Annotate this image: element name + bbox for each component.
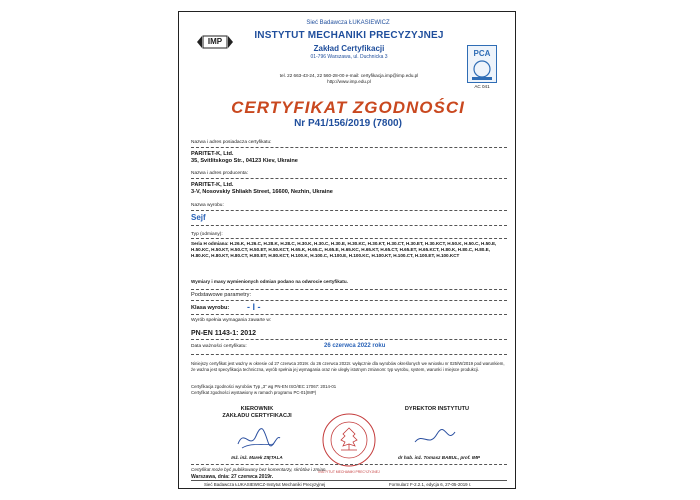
requirements-label: Wyrób spełnia wymagania zawarte w:	[191, 318, 272, 323]
types-label: Typ (odmiany):	[191, 232, 223, 237]
footer-divider	[191, 480, 507, 481]
footer-organization: Sieć Badawcza ŁUKASIEWICZ-Instytut Mechaniki Precyzyjnej	[204, 482, 326, 487]
manufacturer-label: Nazwa i adres producenta:	[191, 171, 249, 176]
publication-note: Certyfikat może być publikowany bez komentarzy, skrótów i zmian.	[191, 467, 327, 472]
divider	[191, 225, 507, 226]
divider	[191, 300, 507, 301]
left-signatory-name: Inż. inż. Marek ZIĘTALA	[231, 455, 283, 460]
left-title-line-2: ZAKŁADU CERTYFIKACJI	[222, 413, 292, 419]
manufacturer-name: PARITET-K, Ltd.	[191, 182, 234, 188]
validity-date: 26 czerwca 2022 roku	[324, 343, 386, 349]
divider	[191, 147, 507, 148]
class-value: - I -	[247, 302, 261, 312]
left-title-line-1: KIEROWNIK	[240, 406, 274, 412]
certification-program: Certyfikat zgodności wystawiony w ramach programu PC-01(IMP)	[191, 389, 317, 395]
contact-line-1: tel. 22 663-43-24, 22 560-28-00 e-mail: certyfikacja.imp@imp.edu.pl	[279, 73, 419, 78]
right-signatory-title: DYREKTOR INSTYTUTU	[404, 406, 470, 412]
pca-code: AC 041	[474, 84, 490, 89]
parameters-label: Podstawowe parametry:	[191, 292, 252, 298]
divider	[191, 289, 507, 290]
seal-text: INSTYTUT MECHANIKI PRECYZYJNEJ	[318, 470, 380, 474]
certification-type: Certyfikacja zgodności wyrobów Typ „3” wg PN-EN ISO/IEC 17067: 2014-01	[191, 384, 337, 389]
standard-value: PN-EN 1143-1: 2012	[191, 330, 256, 337]
left-signature	[234, 424, 284, 457]
pca-logo-text: PCA	[473, 49, 491, 58]
divider	[191, 178, 507, 179]
place-and-date: Warszawa, dnia: 27 czerwca 2019r.	[191, 474, 274, 480]
validity-label: Data ważności certyfikatu:	[191, 344, 247, 349]
holder-name: PARITET-K, Ltd.	[191, 151, 234, 157]
validity-statement: Niniejszy certyfikat jest ważny w okresie od 27 czerwca 2019r. do 26 czerwca 2022r. wyłącznie dla wyrobów określonych we wniosku nr 025/W/2019 pod warunkiem, że ważna jest specyfikacja techniczna, wyrób spełnia jej wymagania oraz nie uległy istotnym zmianom: typ wyrobu, system, warunki i miejsce produkcji.	[191, 361, 505, 372]
divider	[191, 210, 507, 211]
class-label: Klasa wyrobu:	[191, 305, 230, 311]
certificate-number: Nr P41/156/2019 (7800)	[294, 118, 402, 129]
left-signatory-title	[207, 406, 307, 420]
form-identifier: Formularz F-2.2.1, edycja 6, 27-05-2019 r.	[389, 482, 472, 487]
divider	[191, 339, 507, 340]
certificate-sheet	[178, 11, 516, 489]
imp-logo	[195, 34, 235, 50]
network-name: Sieć Badawcza ŁUKASIEWICZ	[306, 20, 390, 26]
holder-label: Nazwa i adres posiadacza certyfikatu:	[191, 140, 272, 145]
manufacturer-address: 3-V, Nosovskiy Shliakh Street, 16600, Nezhin, Ukraine	[191, 189, 333, 195]
product-name: Sejf	[191, 213, 206, 222]
types-note: Wymiary i masy wymienionych odmian podano na odwrocie certyfikatu.	[191, 279, 348, 284]
contact-line-2: http://www.imp.edu.pl	[327, 79, 371, 84]
types-series: Seria H odmiana: H.26.K, H.26.C, H.28.K, H.28.C, H.30.K, H.30.C, H.30.E, H.30.KC, H.30.KT, H.30.CT, H.30.ET, H.30.KCT, H.50.K, H.50.C, H.50.E, H.50.KC, H.50.KT, H.50.CT, H.50.ET, H.50.KCT, H.65.K, H.65.C, H.65.E, H.65.KC, H.65.KT, H.65.CT, H.65.ET, H.65.KCT, H.80.K, H.80.C, H.80.E, H.80.KC, H.80.KT, H.80.CT, H.80.ET, H.80.KCT, H.100.K, H.100.C, H.100.E, H.100.KC, H.100.KT, H.100.CT, H.100.ET, H.100.KCT	[191, 241, 497, 259]
pca-accreditation-logo	[467, 45, 497, 83]
right-signature	[409, 424, 459, 457]
divider	[191, 464, 507, 465]
right-signatory-name: dr hab. inż. Tomasz BABUL, prof. IMP	[397, 455, 480, 460]
department-name: Zakład Certyfikacji	[313, 44, 385, 53]
divider	[191, 354, 507, 355]
institute-address: 01-796 Warszawa, ul. Duchnicka 3	[310, 54, 388, 60]
contact-info	[239, 73, 459, 85]
certification-notes	[191, 384, 507, 395]
institute-name: INSTYTUT MECHANIKI PRECYZYJNEJ	[254, 30, 444, 41]
divider	[191, 314, 507, 315]
holder-address: 35, Svitlitskogo Str., 04123 Kiev, Ukraine	[191, 158, 298, 164]
product-label: Nazwa wyrobu:	[191, 203, 224, 208]
divider	[191, 238, 507, 239]
certificate-title: CERTYFIKAT ZGODNOŚCI	[231, 98, 465, 117]
imp-logo-text: IMP	[207, 37, 223, 46]
